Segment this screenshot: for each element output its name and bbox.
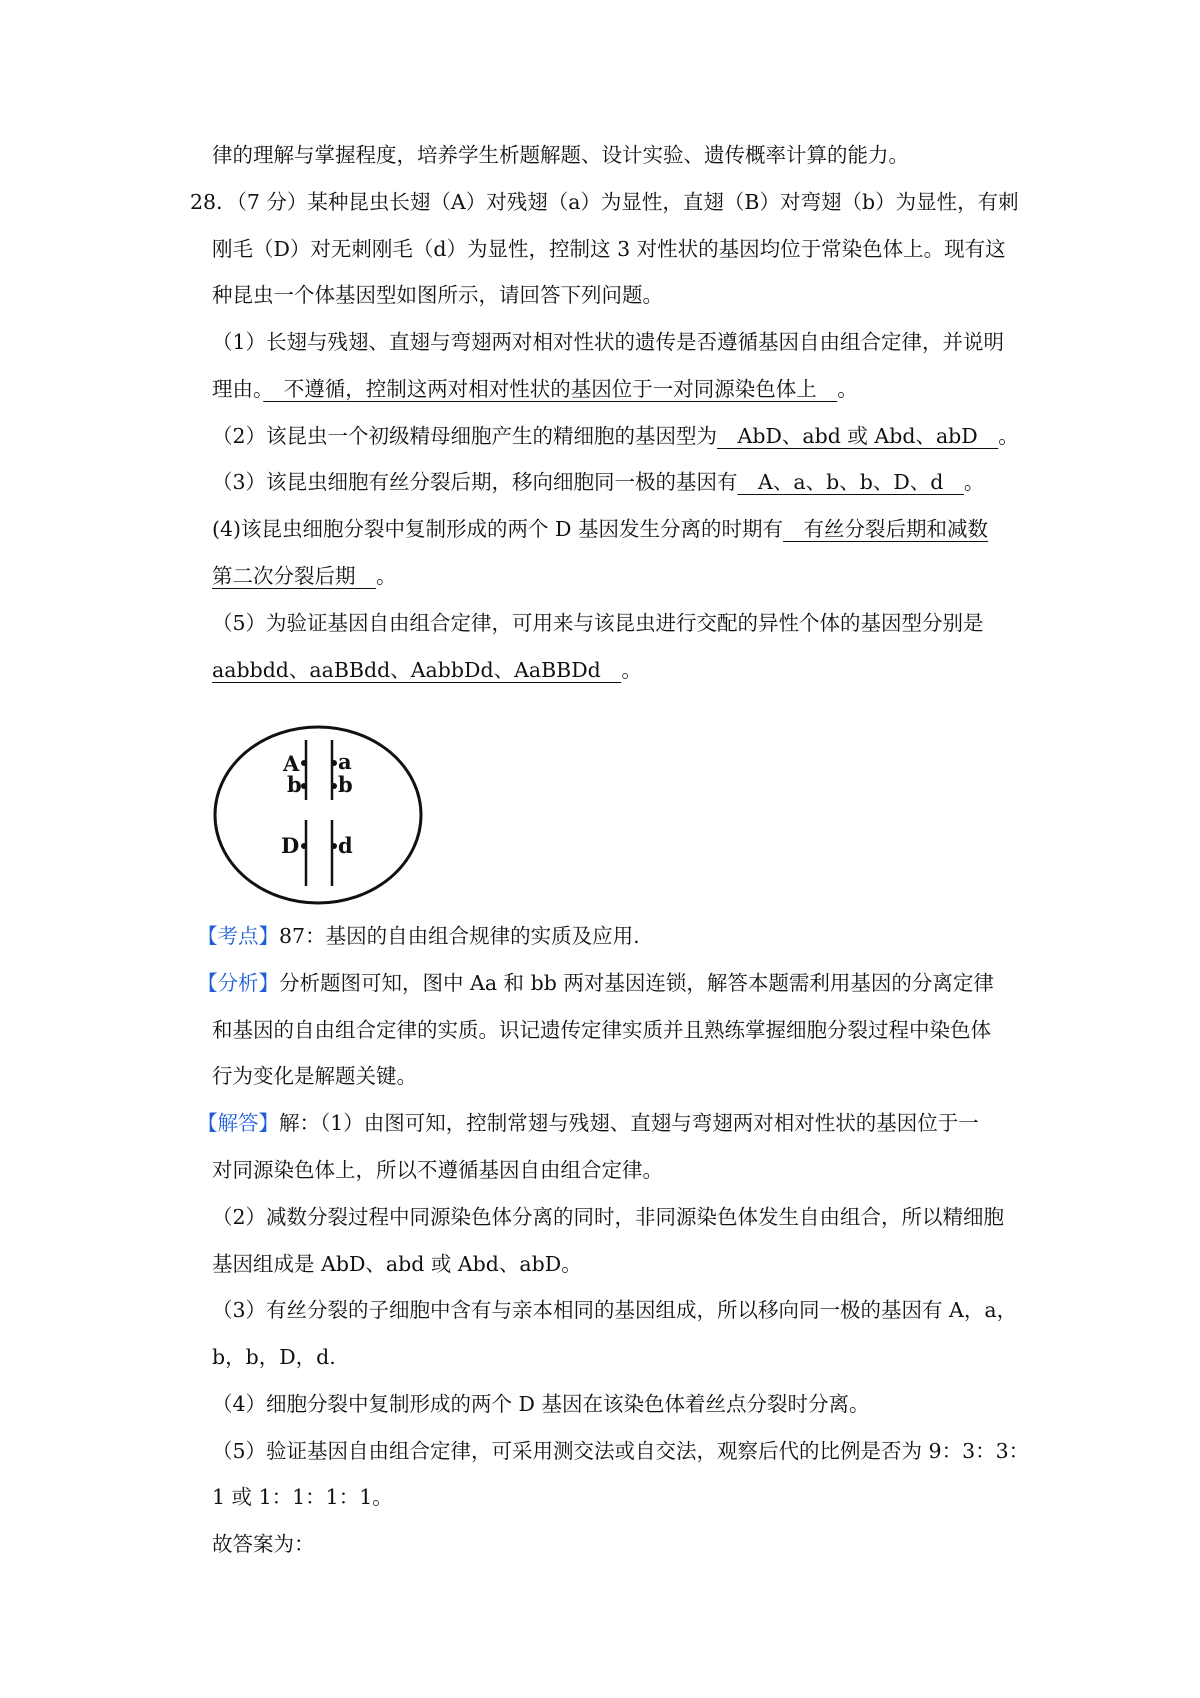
jieda-line-3: （2）减数分裂过程中同源染色体分离的同时，非同源染色体发生自由组合，所以精细胞 [212,1205,1005,1229]
question-stem-line-1: 某种昆虫长翅（A）对残翅（a）为显性，直翅（B）对弯翅（b）为显性，有刺 [307,190,1019,214]
question-stem-line-3: 种昆虫一个体基因型如图所示，请回答下列问题。 [212,283,663,307]
allele-label: b [287,772,302,797]
locus-dot [331,843,337,849]
sub-question-5-line-2 [212,655,642,685]
question-number: 28． [190,190,237,214]
sub-question-4-line-2 [212,561,397,591]
jieda-tag: 【解答】 [197,1111,279,1135]
locus-dot [331,760,337,766]
question-score: （7 分） [236,190,308,214]
chromosome-figure [212,722,428,908]
sub-question-3-text: 该昆虫细胞有丝分裂后期，移向细胞同一极的基因有 [266,470,738,494]
sub-question-4-answer-part-2: 第二次分裂后期 [212,564,376,588]
sub-question-3-label: （3） [212,470,267,494]
sub-question-5-end: 。 [621,658,642,682]
cell-diagram [212,722,428,908]
sub-question-4-label: (4) [212,517,242,541]
sub-question-1-label: （1） [212,330,267,354]
allele-label: d [338,833,353,858]
jieda-line-1 [197,1108,979,1138]
question-stem-line-2: 刚毛（D）对无刺刚毛（d）为显性，控制这 3 对性状的基因均位于常染色体上。现有这 [212,237,1006,261]
locus-dot [301,843,307,849]
sub-question-2-end: 。 [998,424,1019,448]
sub-question-3 [212,467,984,497]
allele-label: a [338,749,352,774]
cell-outline [215,727,421,903]
allele-label: A [283,751,300,776]
locus-dot [331,783,337,789]
sub-question-4-end: 。 [376,564,397,588]
sub-question-3-answer: A、a、b、b、D、d [737,470,964,494]
kaodian-tag: 【考点】 [197,924,279,948]
locus-dot [301,760,307,766]
allele-label: D [281,833,300,858]
sub-question-3-end: 。 [963,470,985,494]
jieda-line-5: （3）有丝分裂的子细胞中含有与亲本相同的基因组成，所以移向同一极的基因有 A，a， [212,1298,1018,1322]
fenxi-line-3: 行为变化是解题关键。 [212,1064,417,1088]
sub-question-1-answer: 不遵循，控制这两对相对性状的基因位于一对同源染色体上 [263,377,838,401]
sub-question-1-text: 长翅与残翅、直翅与弯翅两对相对性状的遗传是否遵循基因自由组合定律，并说明 [266,330,1005,354]
sub-question-5-line-1 [212,608,984,638]
jieda-line-9: 1 或 1：1：1：1。 [212,1485,393,1509]
jieda-line-8: （5）验证基因自由组合定律，可采用测交法或自交法，观察后代的比例是否为 9：3：3： [212,1439,1030,1463]
sub-question-1-line-1 [212,327,1004,357]
intro-line: 律的理解与掌握程度，培养学生析题解题、设计实验、遗传概率计算的能力。 [212,143,909,167]
sub-question-2-answer: AbD、abd 或 Abd、abD [717,424,999,448]
sub-question-1-prefix: 理由。 [212,377,264,401]
sub-question-1-line-2 [212,374,858,404]
sub-question-4-line-1 [212,514,988,544]
jieda-text-1: 解：（1）由图可知，控制常翅与残翅、直翅与弯翅两对相对性状的基因位于一 [279,1111,979,1135]
sub-question-5-label: （5） [212,611,267,635]
sub-question-5-text: 为验证基因自由组合定律，可用来与该昆虫进行交配的异性个体的基因型分别是 [266,611,984,635]
sub-question-4-answer-part-1: 有丝分裂后期和减数 [783,517,989,541]
fenxi-line-1 [197,968,994,998]
jieda-line-4: 基因组成是 AbD、abd 或 Abd、abD。 [212,1252,582,1276]
sub-question-4-text: 该昆虫细胞分裂中复制形成的两个 D 基因发生分离的时期有 [241,517,784,541]
sub-question-2 [212,421,1019,451]
allele-label: b [338,772,353,797]
jieda-line-7: （4）细胞分裂中复制形成的两个 D 基因在该染色体着丝点分裂时分离。 [212,1392,870,1416]
locus-dot [301,783,307,789]
sub-question-1-end: 。 [837,377,858,401]
fenxi-text-1: 分析题图可知，图中 Aa 和 bb 两对基因连锁，解答本题需利用基因的分离定律 [279,971,994,995]
jieda-line-10: 故答案为： [212,1532,315,1556]
sub-question-5-answer: aabbdd、aaBBdd、AabbDd、AaBBDd [212,658,622,682]
jieda-line-6: b，b，D，d. [212,1345,336,1369]
sub-question-2-text: 该昆虫一个初级精母细胞产生的精细胞的基因型为 [266,424,718,448]
kaodian-line [197,921,640,951]
question-28-line-1 [190,187,1019,217]
fenxi-tag: 【分析】 [197,971,279,995]
sub-question-2-label: （2） [212,424,267,448]
kaodian-text: 87：基因的自由组合规律的实质及应用. [279,924,640,948]
fenxi-line-2: 和基因的自由组合定律的实质。识记遗传定律实质并且熟练掌握细胞分裂过程中染色体 [212,1018,991,1042]
jieda-line-2: 对同源染色体上，所以不遵循基因自由组合定律。 [212,1158,663,1182]
